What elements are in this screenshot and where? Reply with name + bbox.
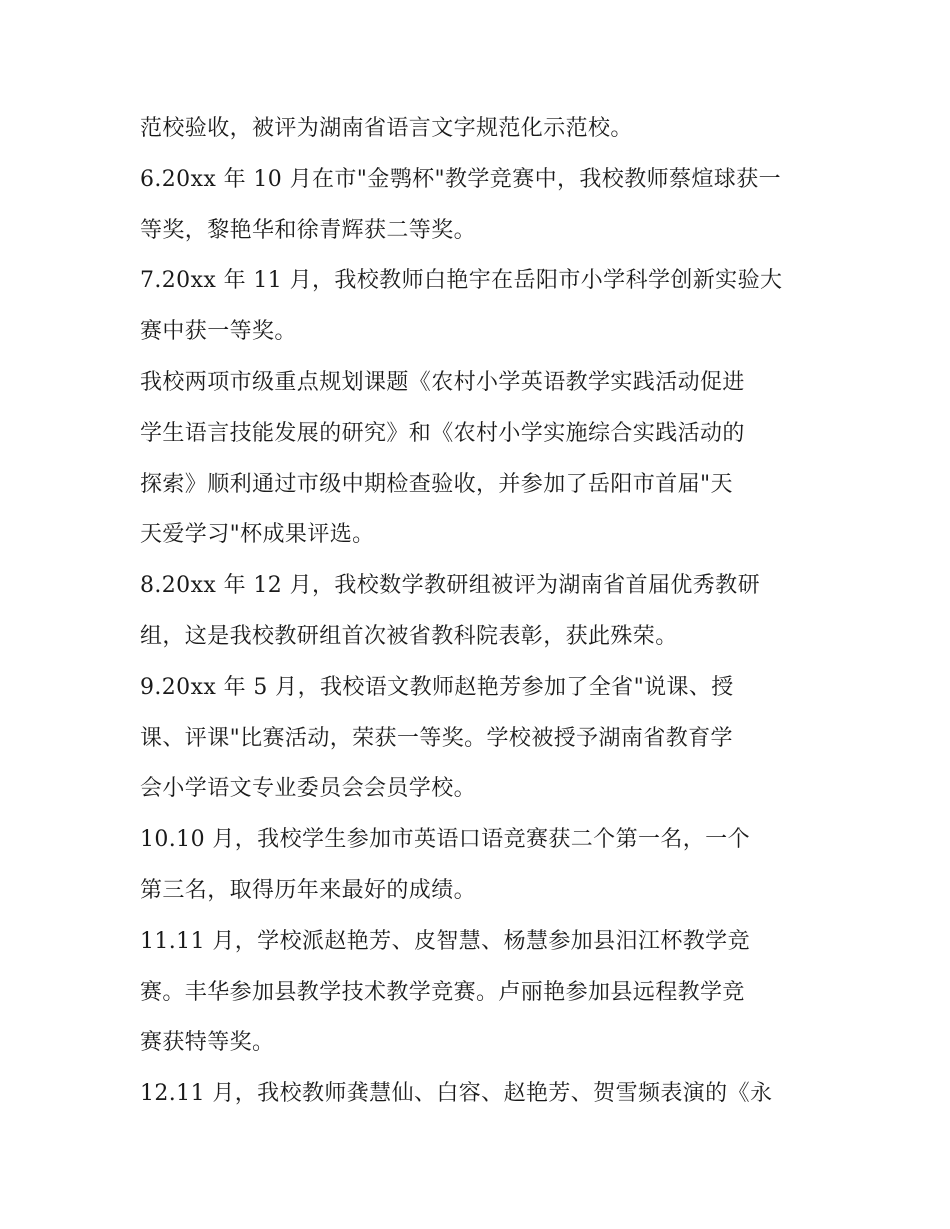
text-line: 7.20xx 年 11 月，我校教师白艳宇在岳阳市小学科学创新实验大 bbox=[140, 268, 783, 294]
text-line: 课、评课"比赛活动，荣获一等奖。学校被授予湖南省教育学 bbox=[140, 725, 733, 751]
text-line: 赛。丰华参加县教学技术教学竞赛。卢丽艳参加县远程教学竞 bbox=[140, 979, 745, 1005]
document-body bbox=[140, 104, 820, 1120]
text-line: 组，这是我校教研组首次被省教科院表彰，获此殊荣。 bbox=[140, 623, 678, 649]
text-line: 赛获特等奖。 bbox=[140, 1030, 275, 1056]
text-line: 探索》顺利通过市级中期检查验收，并参加了岳阳市首届"天 bbox=[140, 471, 733, 497]
text-line: 学生语言技能发展的研究》和《农村小学实施综合实践活动的 bbox=[140, 420, 745, 446]
text-line: 11.11 月，学校派赵艳芳、皮智慧、杨慧参加县汨江杯教学竞 bbox=[140, 928, 750, 954]
text-line: 天爱学习"杯成果评选。 bbox=[140, 522, 375, 548]
text-line: 6.20xx 年 10 月在市"金鹗杯"教学竞赛中，我校教师蔡煊球获一 bbox=[140, 166, 782, 192]
text-line: 12.11 月，我校教师龚慧仙、白容、赵艳芳、贺雪频表演的《永 bbox=[140, 1081, 773, 1107]
text-line: 第三名，取得历年来最好的成绩。 bbox=[140, 877, 477, 903]
text-line: 10.10 月，我校学生参加市英语口语竞赛获二个第一名，一个 bbox=[140, 827, 750, 853]
text-line: 8.20xx 年 12 月，我校数学教研组被评为湖南省首届优秀教研 bbox=[140, 573, 760, 599]
text-line: 会小学语文专业委员会会员学校。 bbox=[140, 776, 477, 802]
text-line: 我校两项市级重点规划课题《农村小学英语教学实践活动促进 bbox=[140, 369, 745, 395]
text-line: 范校验收，被评为湖南省语言文字规范化示范校。 bbox=[140, 116, 633, 141]
text-line: 赛中获一等奖。 bbox=[140, 319, 297, 345]
text-line: 等奖，黎艳华和徐青辉获二等奖。 bbox=[140, 217, 477, 243]
text-line: 9.20xx 年 5 月，我校语文教师赵艳芳参加了全省"说课、授 bbox=[140, 674, 734, 700]
